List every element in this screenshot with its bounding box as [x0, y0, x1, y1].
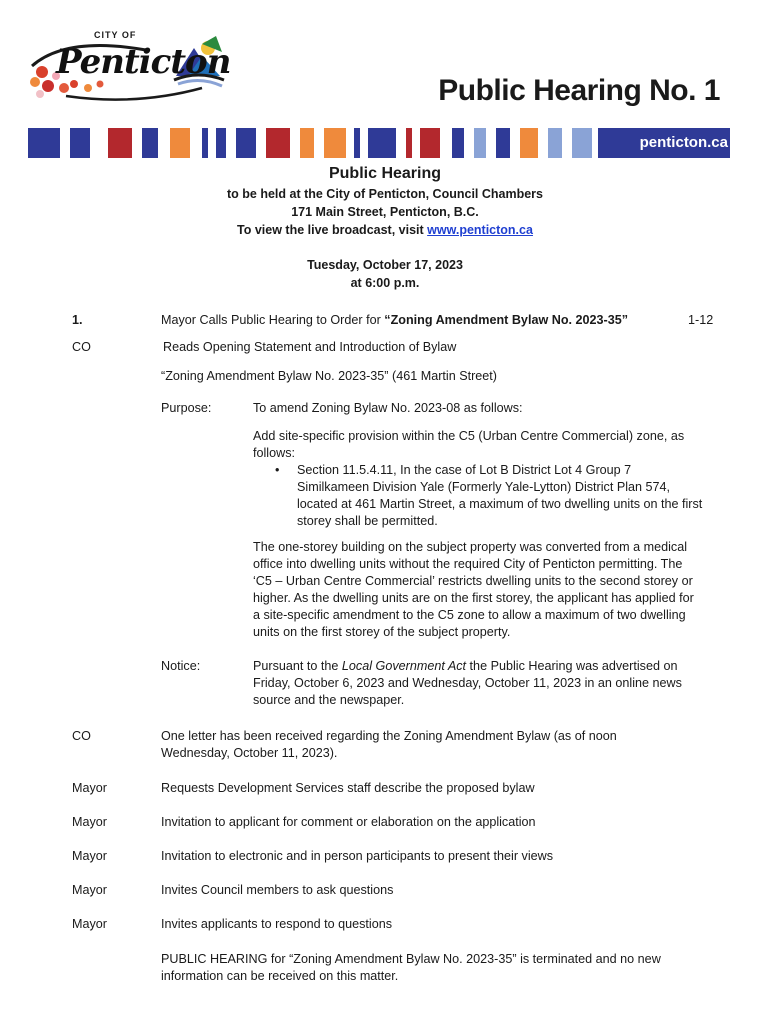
mayor-item-text: Invites applicants to respond to questions — [161, 917, 393, 931]
notice-label: Notice: — [161, 659, 201, 673]
mayor-item-text: Invites Council members to ask questions — [161, 883, 394, 897]
mayor-role: Mayor — [72, 917, 107, 931]
mayor-item-text: Invitation to applicant for comment or elaboration on the application — [161, 815, 536, 829]
purpose-label: Purpose: — [161, 401, 212, 415]
broadcast-line — [0, 223, 770, 237]
hearing-heading: Public Hearing — [328, 165, 442, 182]
logo-name: Penticton — [56, 42, 231, 82]
notice-text — [253, 658, 703, 709]
co-role: CO — [72, 340, 91, 354]
location-line: to be held at the City of Penticton, Council Chambers — [227, 187, 543, 201]
item-number: 1. — [72, 313, 83, 327]
address-line: 171 Main Street, Penticton, B.C. — [291, 205, 479, 219]
website-label: penticton.ca — [598, 128, 730, 158]
provision-bullet-list — [253, 462, 703, 530]
logo-top-text: CITY OF — [94, 30, 137, 40]
purpose-line: To amend Zoning Bylaw No. 2023-08 as follows: — [253, 401, 523, 415]
mayor-role: Mayor — [72, 781, 107, 795]
item1-bylaw-name: “Zoning Amendment Bylaw No. 2023-35” — [384, 313, 629, 327]
page-title: Public Hearing No. 1 — [438, 74, 720, 107]
hearing-time: at 6:00 p.m. — [350, 276, 420, 290]
item1-text-prefix: Mayor Calls Public Hearing to Order for — [161, 313, 385, 327]
notice-suffix: the Public Hearing was advertised on Friday, October 6, 2023 and Wednesday, October 11, 2023 in an online news source and the newspaper. — [253, 659, 682, 707]
closing-statement: PUBLIC HEARING for “Zoning Amendment Bylaw No. 2023-35” is terminated and no new information can be received on this matter. — [161, 952, 661, 983]
co-statement: Reads Opening Statement and Introduction of Bylaw — [163, 340, 457, 354]
notice-prefix: Pursuant to the — [253, 659, 342, 673]
broadcast-prefix: To view the live broadcast, visit — [237, 223, 428, 237]
mayor-role: Mayor — [72, 849, 107, 863]
broadcast-link[interactable]: www.penticton.ca — [427, 223, 533, 237]
notice-act: Local Government Act — [341, 659, 467, 673]
color-banner — [28, 128, 730, 158]
city-logo — [26, 26, 231, 102]
mayor-role: Mayor — [72, 883, 107, 897]
item1-text — [161, 312, 628, 329]
item1-pages: 1-12 — [688, 313, 714, 327]
provision-text: Add site-specific provision within the C5 (Urban Centre Commercial) zone, as follows: — [253, 429, 685, 460]
co-letter-text: One letter has been received regarding the Zoning Amendment Bylaw (as of noon Wednesday, October 11, 2023). — [161, 729, 617, 760]
purpose-paragraph: The one-storey building on the subject property was converted from a medical office into dwelling units without the required City of Penticton permitting. The ‘C5 – Urban Centre Commercial’ restricts dwelling units to the second storey or higher. As the dwelling units are on the first storey, the applicant has applied for a site-specific amendment to the C5 zone to allow a maximum of two dwelling units on the first storey of the subject property. — [253, 540, 694, 639]
hearing-date: Tuesday, October 17, 2023 — [307, 258, 463, 272]
bylaw-title: “Zoning Amendment Bylaw No. 2023-35” (461 Martin Street) — [161, 369, 497, 383]
mayor-item-text: Invitation to electronic and in person participants to present their views — [161, 849, 554, 863]
mayor-role: Mayor — [72, 815, 107, 829]
provision-bullet: • Section 11.5.4.11, In the case of Lot B District Lot 4 Group 7 Similkameen Division Yale (Formerly Yale-Lytton) District Plan 574, located at 461 Martin Street, a maximum of two dwelling units on the first storey shall be permitted. — [297, 462, 703, 530]
co-role: CO — [72, 729, 91, 743]
mayor-item-text: Requests Development Services staff describe the proposed bylaw — [161, 781, 535, 795]
